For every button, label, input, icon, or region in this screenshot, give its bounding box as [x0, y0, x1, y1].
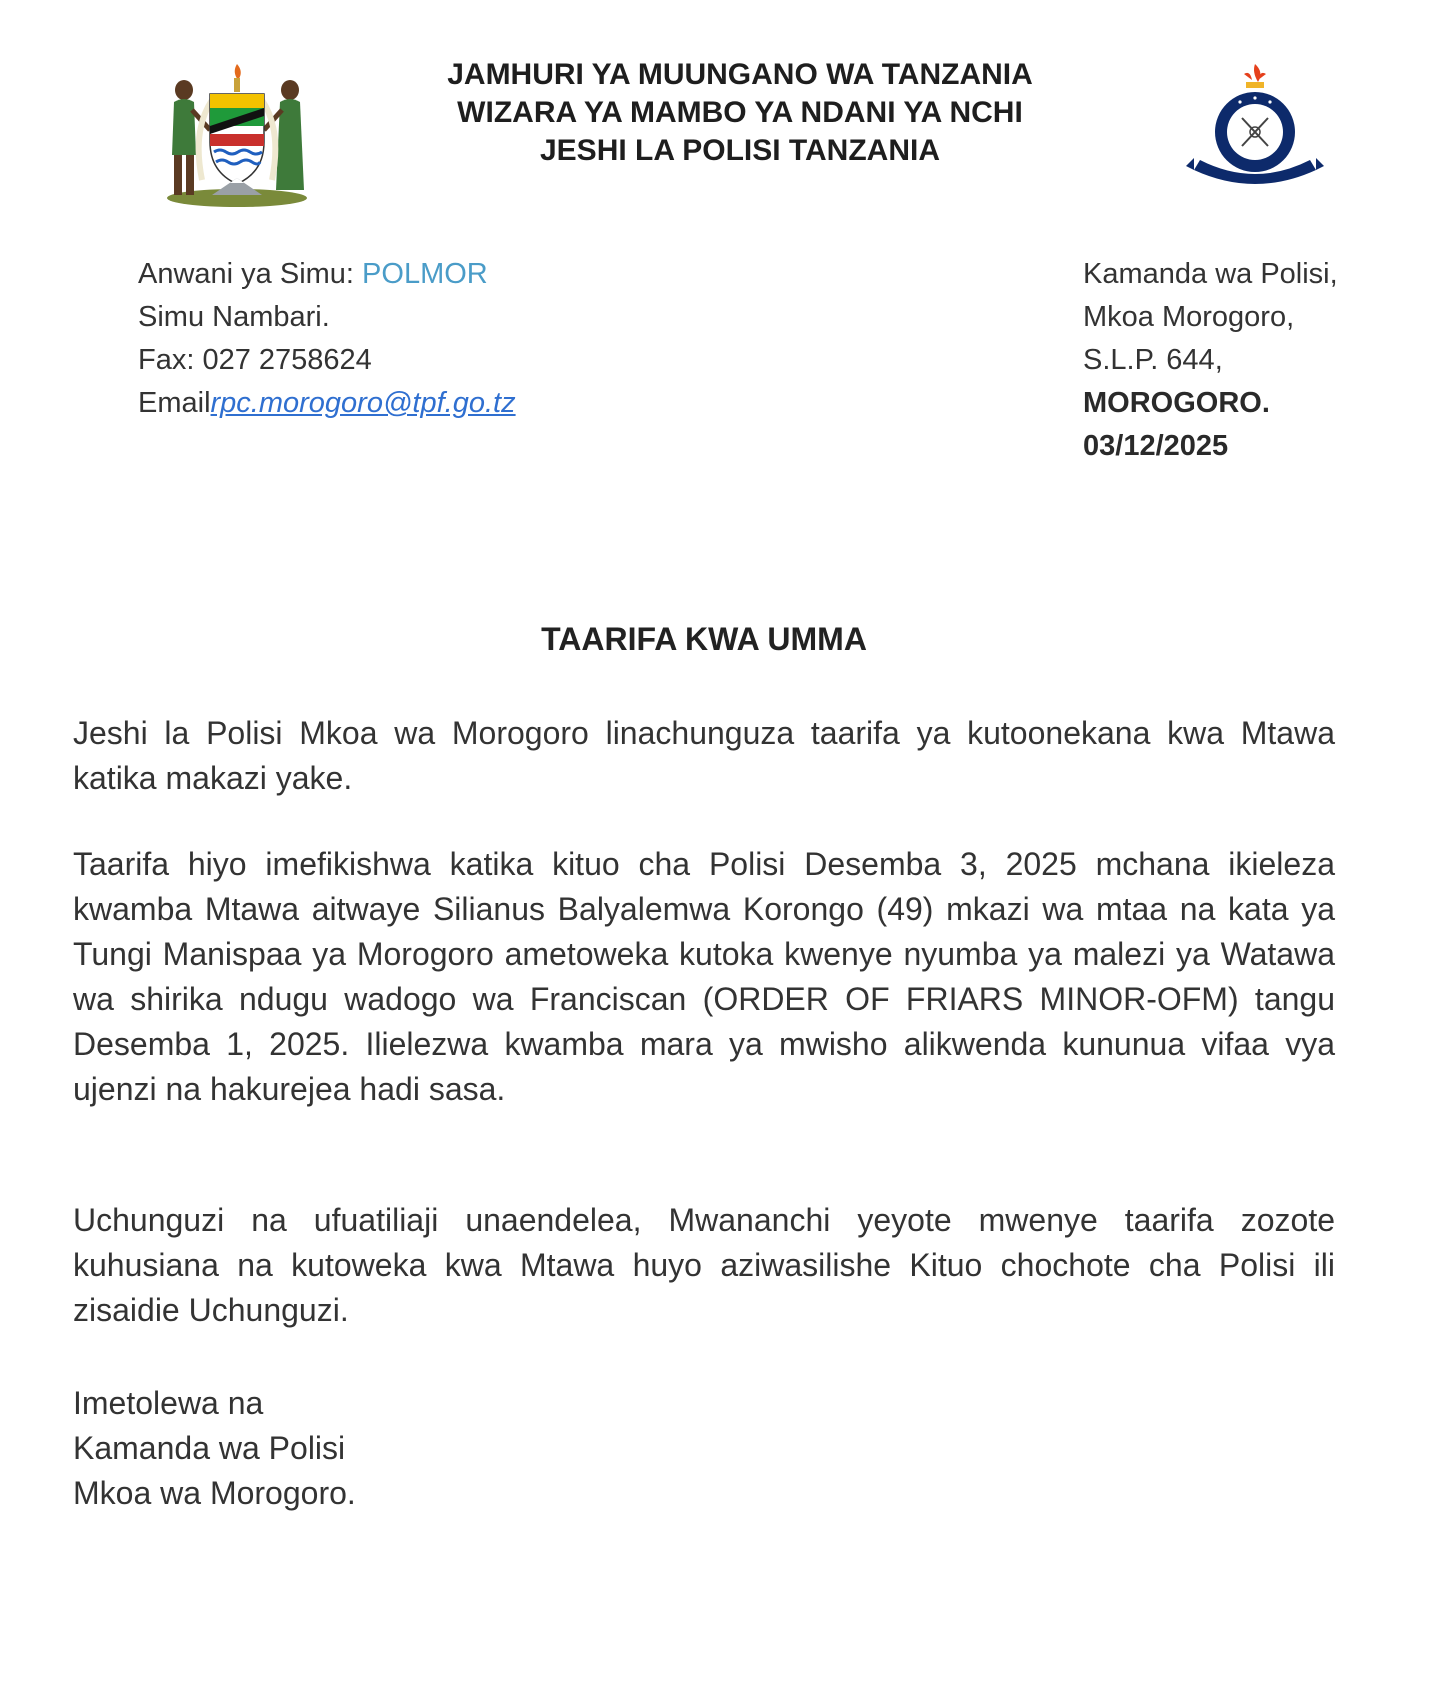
- signature-issued-by: Imetolewa na: [73, 1385, 264, 1421]
- fax-line: Fax: 027 2758624: [138, 344, 372, 376]
- signature-block: [73, 1381, 356, 1516]
- phone-address-line: [138, 253, 516, 296]
- email-link[interactable]: rpc.morogoro@tpf.go.tz: [210, 387, 516, 419]
- document-date: 03/12/2025: [1083, 430, 1229, 462]
- phone-number-line: Simu Nambari.: [138, 301, 330, 333]
- header-ministry: WIZARA YA MAMBO YA NDANI YA NCHI: [457, 96, 1023, 129]
- paragraph-details: Taarifa hiyo imefikishwa katika kituo cha Polisi Desemba 3, 2025 mchana ikieleza kwamba Mtawa aitwaye Silianus Balyalemwa Korongo (49) mkazi wa mtaa na kata ya Tungi Manispaa ya Morogoro ametoweka kutoka kwenye nyumba ya malezi ya Watawa wa shirika ndugu wadogo wa Franciscan (ORDER OF FRIARS MINOR-OFM) tangu Desemba 1, 2025. Ilielezwa kwamba mara ya mwisho alikwenda kununua vifaa vya ujenzi na hakurejea hadi sasa.: [73, 846, 1335, 1107]
- contact-block: [138, 253, 516, 425]
- email-line: [138, 382, 516, 425]
- email-label: Email: [138, 387, 211, 419]
- document-header: [330, 56, 1150, 170]
- paragraph-appeal: Uchunguzi na ufuatiliaji unaendelea, Mwananchi yeyote mwenye taarifa zozote kuhusiana na kutoweka kwa Mtawa huyo aziwasilishe Kituo chochote cha Polisi ili zisaidie Uchunguzi.: [73, 1202, 1335, 1328]
- tanzania-coat-of-arms-icon: [162, 60, 312, 210]
- tanzania-police-emblem-icon: [1180, 62, 1330, 192]
- paragraph-intro: Jeshi la Polisi Mkoa wa Morogoro linachunguza taarifa ya kutoonekana kwa Mtawa katika makazi yake.: [73, 715, 1335, 796]
- address-block: [1083, 253, 1338, 468]
- address-city: MOROGORO.: [1083, 387, 1270, 419]
- phone-address-label: Anwani ya Simu:: [138, 258, 363, 290]
- header-republic: JAMHURI YA MUUNGANO WA TANZANIA: [447, 58, 1033, 91]
- signature-region: Mkoa wa Morogoro.: [73, 1475, 356, 1511]
- header-police-force: JESHI LA POLISI TANZANIA: [539, 134, 941, 167]
- address-line-commander: Kamanda wa Polisi,: [1083, 258, 1338, 290]
- phone-address-value: POLMOR: [362, 258, 488, 290]
- address-line-po-box: S.L.P. 644,: [1083, 344, 1223, 376]
- notice-title: TAARIFA KWA UMMA: [541, 621, 867, 657]
- address-line-region: Mkoa Morogoro,: [1083, 301, 1295, 333]
- signature-title: Kamanda wa Polisi: [73, 1430, 346, 1466]
